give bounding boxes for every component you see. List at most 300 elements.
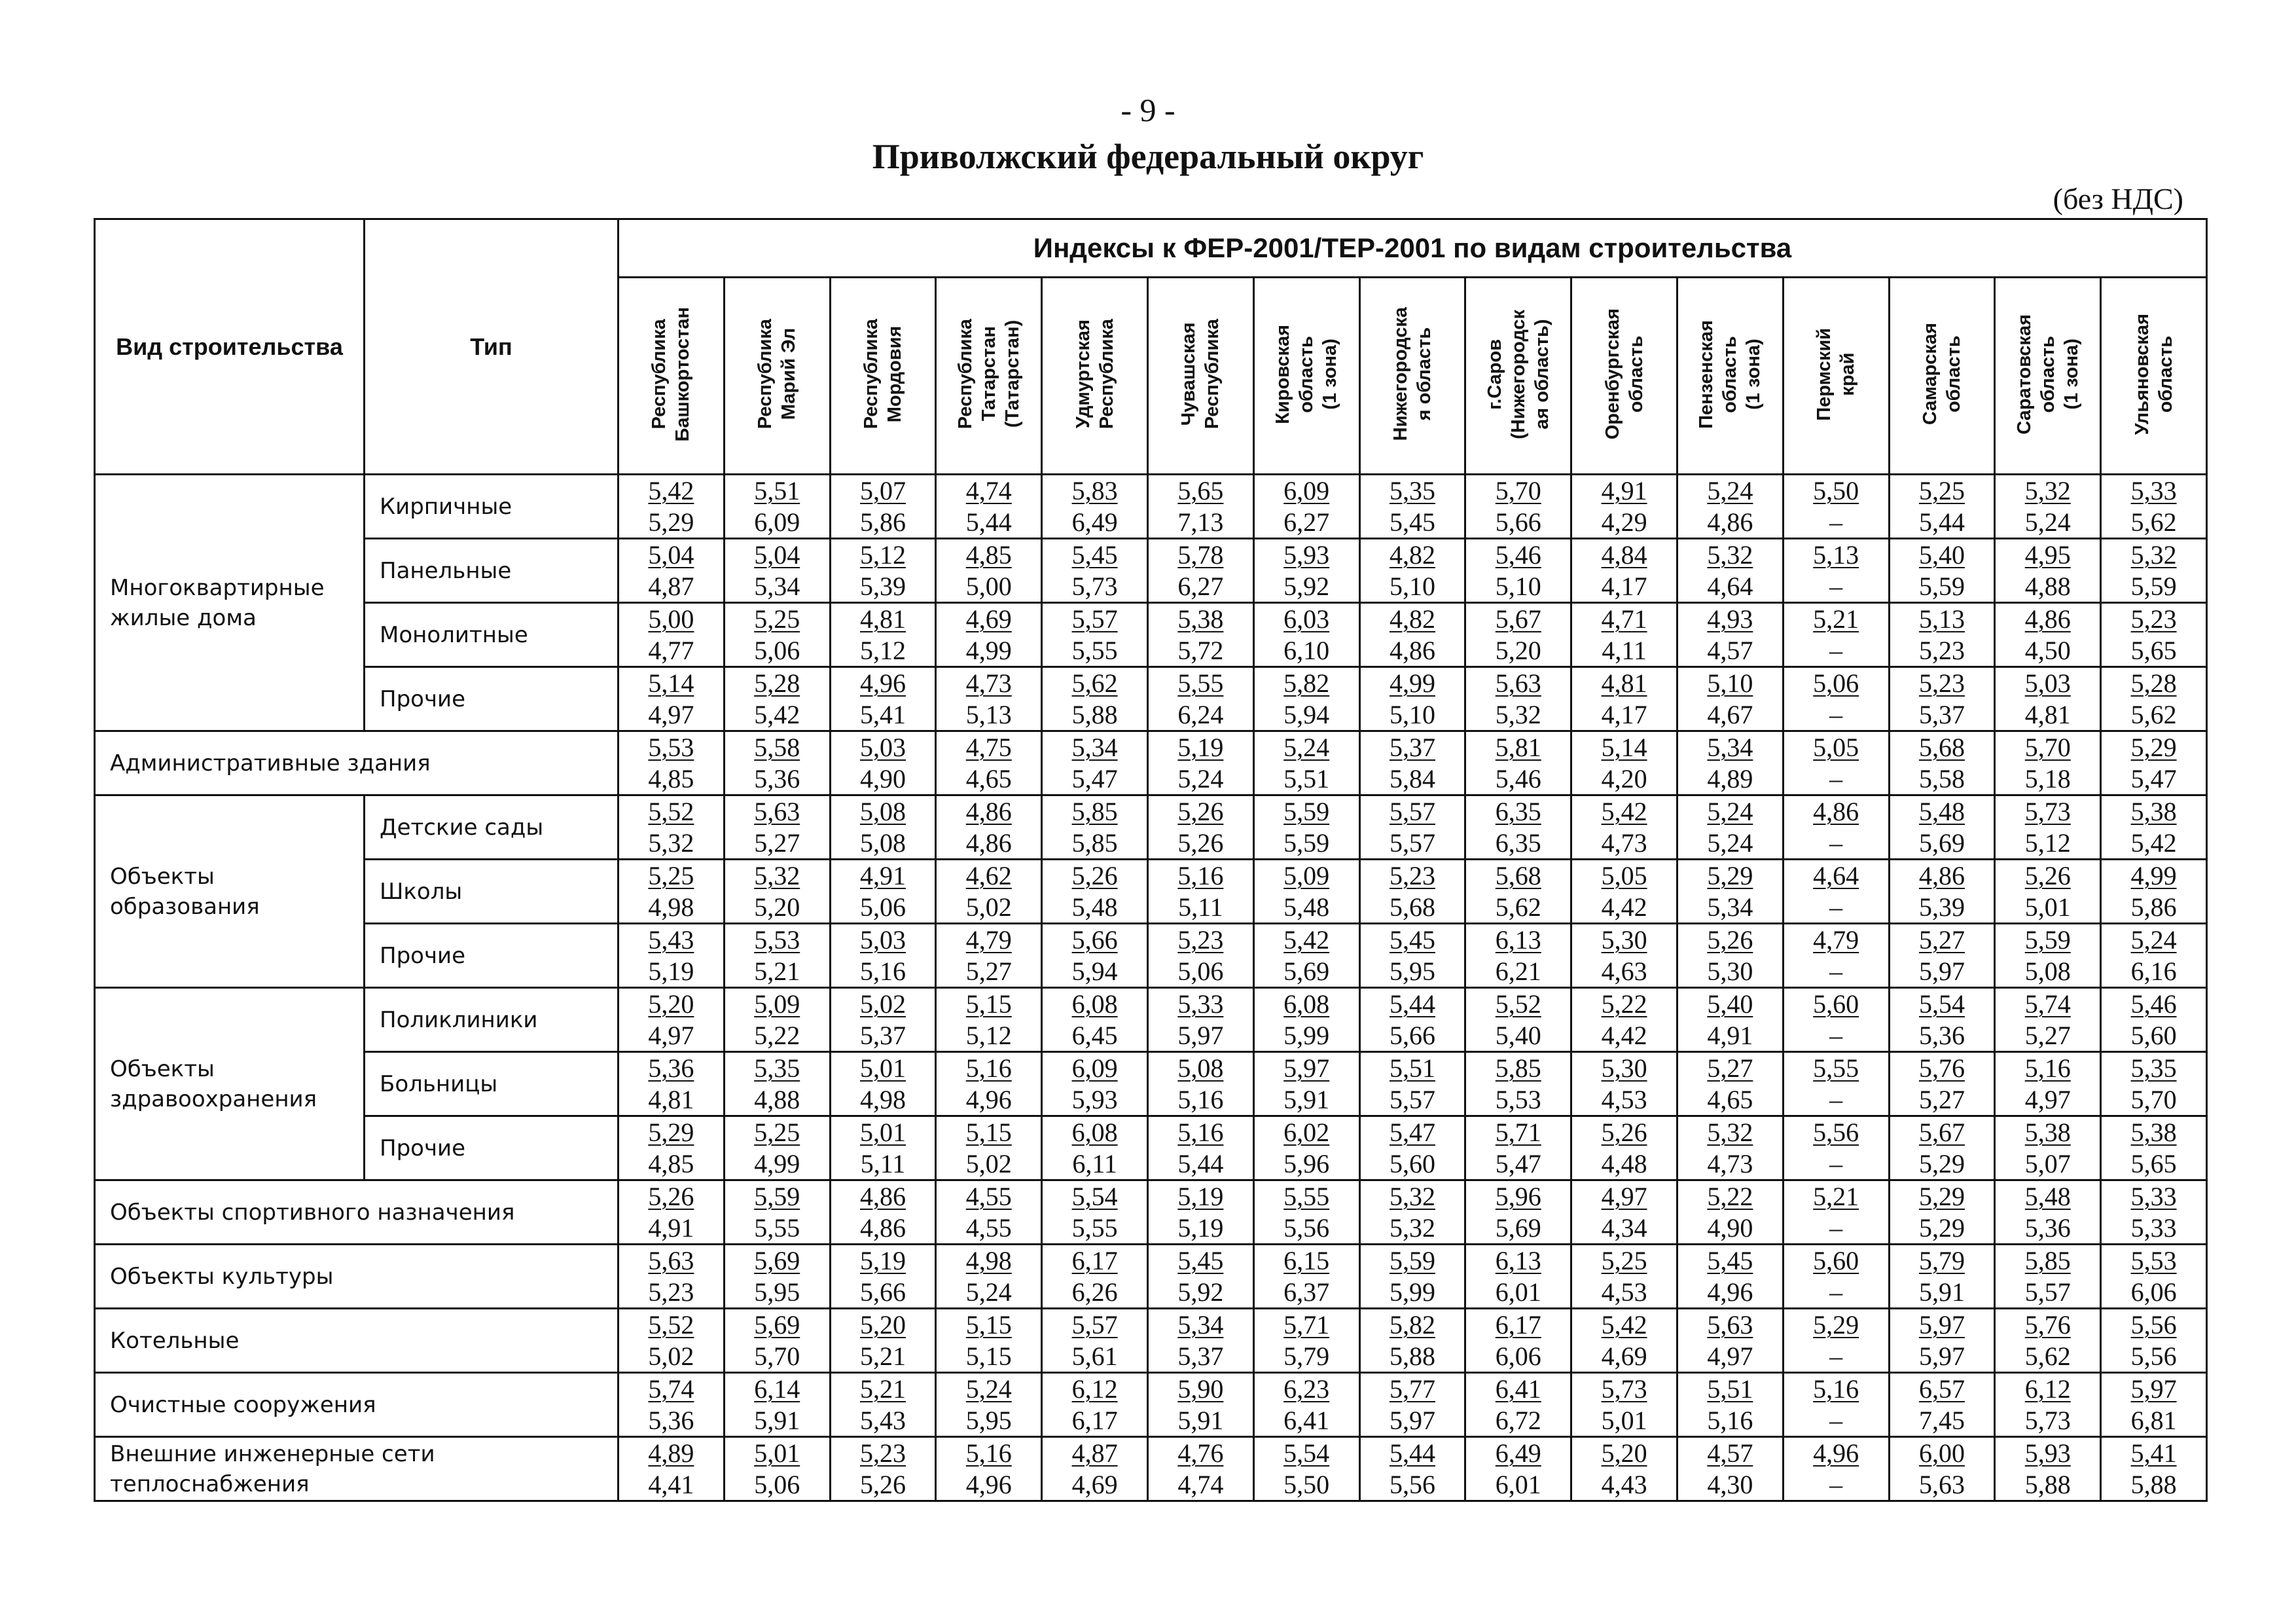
index-ter: 5,12 <box>965 1020 1012 1050</box>
index-fer: 5,76 <box>2024 1309 2071 1340</box>
index-value-cell <box>2101 603 2207 667</box>
index-fer: 5,44 <box>1389 989 1435 1019</box>
index-fer: 5,13 <box>1918 604 1965 634</box>
index-ter: 4,73 <box>1707 1148 1753 1178</box>
index-value-cell <box>1571 1180 1677 1245</box>
index-fer: 5,25 <box>1918 475 1965 505</box>
index-value-cell <box>1253 603 1359 667</box>
index-fer: 5,82 <box>1389 1309 1435 1340</box>
index-ter: 4,53 <box>1601 1277 1647 1307</box>
index-fer: 5,01 <box>859 1117 906 1147</box>
index-ter: 5,51 <box>1283 763 1330 793</box>
index-fer: 5,32 <box>2130 539 2177 570</box>
index-value-cell <box>936 1116 1042 1180</box>
index-ter: 5,69 <box>1495 1213 1541 1243</box>
region-name: Удмуртская Республика <box>1072 319 1117 429</box>
index-value-cell <box>724 1245 830 1309</box>
index-value-cell <box>1359 1309 1465 1373</box>
index-fer: 5,42 <box>648 475 694 505</box>
index-value-cell <box>724 1116 830 1180</box>
index-ter: 5,34 <box>1707 892 1753 922</box>
table-row <box>95 1309 2207 1373</box>
index-ter: 4,11 <box>1602 635 1647 665</box>
region-header <box>1147 278 1253 475</box>
index-fer: 4,86 <box>859 1181 906 1211</box>
index-ter: 5,59 <box>1283 828 1330 858</box>
index-fer: 5,70 <box>2024 732 2071 762</box>
index-ter: 5,65 <box>2130 635 2177 665</box>
index-ter: 5,50 <box>1283 1469 1330 1499</box>
index-ter: 6,17 <box>1071 1405 1118 1435</box>
index-value-cell <box>1783 1373 1889 1437</box>
index-value-cell <box>1783 860 1889 924</box>
index-value-cell <box>1253 1373 1359 1437</box>
index-value-cell <box>724 603 830 667</box>
index-ter: – <box>1829 1148 1843 1178</box>
index-fer: 5,90 <box>1177 1374 1224 1404</box>
index-value-cell <box>724 795 830 860</box>
index-value-cell <box>724 539 830 603</box>
index-ter: 5,30 <box>1707 956 1753 986</box>
index-value-cell <box>1677 731 1783 795</box>
index-ter: 5,56 <box>2130 1341 2177 1371</box>
index-ter: 4,97 <box>648 1020 694 1050</box>
index-ter: 5,41 <box>859 699 906 729</box>
index-value-cell <box>1783 1052 1889 1116</box>
index-fer: 5,23 <box>2130 604 2177 634</box>
index-ter: 5,46 <box>1495 763 1541 793</box>
index-value-cell <box>1571 731 1677 795</box>
region-name: Чувашская Республика <box>1178 319 1223 429</box>
index-ter: 5,44 <box>965 507 1012 537</box>
type-cell: Детские сады <box>365 795 619 860</box>
index-value-cell <box>1359 475 1465 539</box>
index-ter: 5,62 <box>2130 507 2177 537</box>
index-fer: 5,47 <box>1389 1117 1435 1147</box>
index-value-cell <box>724 1373 830 1437</box>
region-header <box>830 278 936 475</box>
index-fer: 5,78 <box>1177 539 1224 570</box>
index-fer: 5,32 <box>1389 1181 1435 1211</box>
index-ter: 4,86 <box>965 828 1012 858</box>
index-value-cell <box>830 1245 936 1309</box>
region-header <box>1677 278 1783 475</box>
index-fer: 4,79 <box>1813 924 1859 955</box>
index-ter: 4,30 <box>1707 1469 1753 1499</box>
index-fer: 5,13 <box>1813 539 1859 570</box>
index-fer: 5,19 <box>1177 732 1224 762</box>
index-value-cell <box>1465 1245 1571 1309</box>
index-fer: 5,60 <box>1813 1245 1859 1275</box>
index-value-cell <box>1995 667 2101 731</box>
index-ter: 4,73 <box>1601 828 1647 858</box>
index-value-cell <box>1889 924 1995 988</box>
index-fer: 5,68 <box>1918 732 1965 762</box>
index-fer: 5,85 <box>1495 1053 1541 1083</box>
index-value-cell <box>1465 475 1571 539</box>
index-fer: 5,24 <box>1283 732 1330 762</box>
index-ter: 5,44 <box>1177 1148 1224 1178</box>
index-ter: – <box>1829 699 1843 729</box>
index-ter: 4,89 <box>1707 763 1753 793</box>
index-fer: 5,26 <box>648 1181 694 1211</box>
index-value-cell <box>1465 924 1571 988</box>
index-ter: 5,93 <box>1071 1084 1118 1114</box>
index-fer: 6,41 <box>1495 1374 1541 1404</box>
index-value-cell <box>619 539 725 603</box>
index-fer: 6,03 <box>1283 604 1330 634</box>
index-fer: 4,96 <box>1813 1438 1859 1468</box>
index-ter: 5,08 <box>859 828 906 858</box>
index-value-cell <box>1253 1052 1359 1116</box>
index-value-cell <box>1995 1245 2101 1309</box>
index-value-cell <box>1359 603 1465 667</box>
vat-note: (без НДС) <box>2053 182 2183 215</box>
index-ter: 4,98 <box>859 1084 906 1114</box>
index-ter: 5,91 <box>1283 1084 1330 1114</box>
index-ter: 4,90 <box>859 763 906 793</box>
index-fer: 4,86 <box>965 796 1012 826</box>
index-value-cell <box>1465 988 1571 1052</box>
table-row <box>95 603 2207 667</box>
index-fer: 4,82 <box>1389 604 1435 634</box>
index-value-cell <box>1042 475 1148 539</box>
index-ter: 4,53 <box>1601 1084 1647 1114</box>
index-ter: 5,06 <box>754 1469 800 1499</box>
index-fer: 4,64 <box>1813 860 1859 890</box>
index-ter: 5,20 <box>754 892 800 922</box>
index-value-cell <box>2101 1437 2207 1501</box>
index-value-cell <box>1253 731 1359 795</box>
index-ter: 4,67 <box>1707 699 1753 729</box>
index-ter: 5,84 <box>1389 763 1435 793</box>
index-ter: 5,59 <box>2130 571 2177 601</box>
index-value-cell <box>1042 667 1148 731</box>
index-value-cell <box>1042 795 1148 860</box>
index-ter: 4,69 <box>1601 1341 1647 1371</box>
index-fer: 5,08 <box>859 796 906 826</box>
index-fer: 5,24 <box>1707 475 1753 505</box>
index-value-cell <box>1253 1309 1359 1373</box>
index-ter: 5,95 <box>754 1277 800 1307</box>
index-fer: 5,15 <box>965 1309 1012 1340</box>
index-fer: 5,67 <box>1495 604 1541 634</box>
index-fer: 4,81 <box>859 604 906 634</box>
construction-kind-cell: Объекты здравоохранения <box>95 988 365 1180</box>
index-value-cell <box>1783 988 1889 1052</box>
index-value-cell <box>1359 1180 1465 1245</box>
index-value-cell <box>830 475 936 539</box>
index-value-cell <box>1783 1309 1889 1373</box>
index-ter: 4,41 <box>648 1469 694 1499</box>
index-value-cell <box>1571 1373 1677 1437</box>
index-fer: 5,21 <box>1813 1181 1859 1211</box>
type-cell: Монолитные <box>365 603 619 667</box>
index-ter: 6,06 <box>1495 1341 1541 1371</box>
index-value-cell <box>830 539 936 603</box>
index-value-cell <box>1571 667 1677 731</box>
index-ter: 5,60 <box>2130 1020 2177 1050</box>
index-fer: 5,16 <box>965 1053 1012 1083</box>
index-value-cell <box>724 860 830 924</box>
index-value-cell <box>936 988 1042 1052</box>
index-value-cell <box>1253 860 1359 924</box>
index-ter: – <box>1829 828 1843 858</box>
index-ter: 5,27 <box>754 828 800 858</box>
index-fer: 5,40 <box>1707 989 1753 1019</box>
index-ter: – <box>1829 1405 1843 1435</box>
index-ter: 5,55 <box>1071 1213 1118 1243</box>
index-value-cell <box>936 1309 1042 1373</box>
index-fer: 5,76 <box>1918 1053 1965 1083</box>
index-value-cell <box>1571 988 1677 1052</box>
index-value-cell <box>2101 667 2207 731</box>
index-fer: 5,08 <box>1177 1053 1224 1083</box>
index-value-cell <box>1571 795 1677 860</box>
index-ter: 4,98 <box>648 892 694 922</box>
index-value-cell <box>1359 1245 1465 1309</box>
index-fer: 5,34 <box>1177 1309 1224 1340</box>
construction-kind-cell: Многоквартирные жилые дома <box>95 475 365 731</box>
index-fer: 4,81 <box>1601 668 1647 698</box>
index-value-cell <box>1783 795 1889 860</box>
index-fer: 5,04 <box>754 539 800 570</box>
index-ter: 5,32 <box>1495 699 1541 729</box>
index-fer: 5,16 <box>1177 860 1224 890</box>
index-fer: 5,20 <box>1601 1438 1647 1468</box>
index-fer: 5,41 <box>2130 1438 2177 1468</box>
index-fer: 5,16 <box>965 1438 1012 1468</box>
index-ter: 6,01 <box>1495 1469 1541 1499</box>
index-fer: 6,12 <box>1071 1374 1118 1404</box>
table-row <box>95 1373 2207 1437</box>
index-fer: 5,29 <box>648 1117 694 1147</box>
index-value-cell <box>1042 988 1148 1052</box>
index-value-cell <box>1042 1373 1148 1437</box>
index-ter: – <box>1829 1084 1843 1114</box>
index-fer: 6,15 <box>1283 1245 1330 1275</box>
index-fer: 5,22 <box>1601 989 1647 1019</box>
index-value-cell <box>1889 667 1995 731</box>
index-fer: 5,27 <box>1707 1053 1753 1083</box>
index-value-cell <box>619 1180 725 1245</box>
index-fer: 5,23 <box>1177 924 1224 955</box>
index-ter: 6,21 <box>1495 956 1541 986</box>
index-value-cell <box>1359 667 1465 731</box>
index-fer: 5,00 <box>648 604 694 634</box>
index-value-cell <box>619 667 725 731</box>
index-ter: 5,43 <box>859 1405 906 1435</box>
index-value-cell <box>1359 988 1465 1052</box>
index-ter: – <box>1829 635 1843 665</box>
index-ter: 5,47 <box>2130 763 2177 793</box>
index-fer: 4,96 <box>859 668 906 698</box>
index-value-cell <box>1147 603 1253 667</box>
type-cell: Прочие <box>365 667 619 731</box>
index-value-cell <box>724 1052 830 1116</box>
table-row <box>95 924 2207 988</box>
index-value-cell <box>830 1437 936 1501</box>
index-fer: 5,93 <box>1283 539 1330 570</box>
index-ter: 5,22 <box>754 1020 800 1050</box>
index-fer: 5,03 <box>859 732 906 762</box>
index-fer: 5,58 <box>754 732 800 762</box>
index-ter: 5,21 <box>754 956 800 986</box>
index-fer: 5,52 <box>648 1309 694 1340</box>
index-ter: 4,63 <box>1601 956 1647 986</box>
index-ter: 5,12 <box>859 635 906 665</box>
index-fer: 5,27 <box>1918 924 1965 955</box>
index-value-cell <box>1677 475 1783 539</box>
index-fer: 5,54 <box>1071 1181 1118 1211</box>
index-ter: 5,27 <box>1918 1084 1965 1114</box>
index-value-cell <box>1677 1437 1783 1501</box>
index-ter: 5,11 <box>860 1148 906 1178</box>
index-ter: 4,97 <box>2024 1084 2071 1114</box>
index-value-cell <box>1889 1245 1995 1309</box>
index-ter: 5,59 <box>1918 571 1965 601</box>
index-fer: 4,79 <box>965 924 1012 955</box>
index-fer: 5,09 <box>1283 860 1330 890</box>
index-ter: 5,08 <box>2024 956 2071 986</box>
index-value-cell <box>1571 1437 1677 1501</box>
index-fer: 5,05 <box>1813 732 1859 762</box>
index-fer: 4,99 <box>1389 668 1435 698</box>
index-value-cell <box>724 731 830 795</box>
region-name: Самарская область <box>1919 323 1964 426</box>
index-value-cell <box>619 603 725 667</box>
index-ter: 4,64 <box>1707 571 1753 601</box>
index-value-cell <box>619 731 725 795</box>
index-ter: 4,17 <box>1601 571 1647 601</box>
index-fer: 5,33 <box>2130 1181 2177 1211</box>
index-fer: 5,54 <box>1918 989 1965 1019</box>
region-name: г.Саров (Нижегородск ая область) <box>1484 309 1552 439</box>
index-value-cell <box>1677 1309 1783 1373</box>
index-fer: 5,34 <box>1071 732 1118 762</box>
index-ter: 5,33 <box>2130 1213 2177 1243</box>
page-title: Приволжский федеральный округ <box>872 137 1424 176</box>
index-ter: 6,35 <box>1495 828 1541 858</box>
index-ter: 5,66 <box>859 1277 906 1307</box>
index-value-cell <box>936 1373 1042 1437</box>
index-fer: 6,08 <box>1283 989 1330 1019</box>
index-fer: 5,26 <box>1177 796 1224 826</box>
header-construction-kind: Вид строительства <box>95 219 365 475</box>
type-cell: Прочие <box>365 924 619 988</box>
index-ter: 5,40 <box>1495 1020 1541 1050</box>
index-value-cell <box>1571 1116 1677 1180</box>
index-fer: 5,42 <box>1601 796 1647 826</box>
index-value-cell <box>1783 539 1889 603</box>
region-header <box>1359 278 1465 475</box>
index-ter: – <box>1829 1213 1843 1243</box>
index-ter: 5,47 <box>1495 1148 1541 1178</box>
index-ter: – <box>1829 956 1843 986</box>
index-fer: 5,35 <box>1389 475 1435 505</box>
index-value-cell <box>2101 731 2207 795</box>
index-ter: 5,92 <box>1177 1277 1224 1307</box>
index-fer: 5,35 <box>2130 1053 2177 1083</box>
index-ter: 6,41 <box>1283 1405 1330 1435</box>
index-ter: 5,13 <box>965 699 1012 729</box>
index-fer: 5,56 <box>2130 1309 2177 1340</box>
index-value-cell <box>619 1052 725 1116</box>
index-fer: 4,85 <box>965 539 1012 570</box>
index-ter: 5,62 <box>1495 892 1541 922</box>
index-value-cell <box>1677 988 1783 1052</box>
index-value-cell <box>1571 1309 1677 1373</box>
index-value-cell <box>1995 731 2101 795</box>
index-ter: 5,91 <box>754 1405 800 1435</box>
index-value-cell <box>1995 1116 2101 1180</box>
index-value-cell <box>1571 539 1677 603</box>
index-value-cell <box>1465 731 1571 795</box>
index-fer: 5,15 <box>965 1117 1012 1147</box>
index-value-cell <box>1783 667 1889 731</box>
index-ter: 5,73 <box>2024 1405 2071 1435</box>
index-ter: 4,65 <box>965 763 1012 793</box>
index-value-cell <box>1677 860 1783 924</box>
index-fer: 5,32 <box>754 860 800 890</box>
index-fer: 4,99 <box>2130 860 2177 890</box>
index-fer: 6,17 <box>1071 1245 1118 1275</box>
index-ter: 5,23 <box>648 1277 694 1307</box>
index-fer: 5,44 <box>1389 1438 1435 1468</box>
index-ter: 5,20 <box>1495 635 1541 665</box>
index-fer: 5,59 <box>754 1181 800 1211</box>
index-fer: 5,23 <box>1389 860 1435 890</box>
index-ter: 5,16 <box>1177 1084 1224 1114</box>
index-fer: 5,68 <box>1495 860 1541 890</box>
index-value-cell <box>1042 1180 1148 1245</box>
index-ter: 6,27 <box>1177 571 1224 601</box>
index-ter: 4,96 <box>965 1084 1012 1114</box>
index-ter: 5,19 <box>648 956 694 986</box>
type-cell: Больницы <box>365 1052 619 1116</box>
index-fer: 4,86 <box>1813 796 1859 826</box>
index-ter: 5,36 <box>754 763 800 793</box>
index-fer: 5,02 <box>859 989 906 1019</box>
index-ter: 5,55 <box>1071 635 1118 665</box>
index-value-cell <box>936 860 1042 924</box>
index-value-cell <box>1465 1373 1571 1437</box>
index-ter: 5,97 <box>1389 1405 1435 1435</box>
index-fer: 5,40 <box>1918 539 1965 570</box>
region-name: Республика Мордовия <box>860 319 905 429</box>
index-value-cell <box>830 1116 936 1180</box>
index-value-cell <box>1147 1116 1253 1180</box>
index-ter: 5,62 <box>2024 1341 2071 1371</box>
index-value-cell <box>1253 795 1359 860</box>
index-value-cell <box>1783 1437 1889 1501</box>
index-fer: 4,55 <box>965 1181 1012 1211</box>
index-value-cell <box>724 1309 830 1373</box>
index-value-cell <box>1042 1437 1148 1501</box>
index-value-cell <box>1677 667 1783 731</box>
index-ter: 6,72 <box>1495 1405 1541 1435</box>
index-value-cell <box>1147 795 1253 860</box>
index-ter: 5,88 <box>1389 1341 1435 1371</box>
index-value-cell <box>1147 1245 1253 1309</box>
index-value-cell <box>1253 1116 1359 1180</box>
index-value-cell <box>1253 988 1359 1052</box>
index-value-cell <box>1359 1116 1465 1180</box>
index-value-cell <box>1465 860 1571 924</box>
index-ter: 6,01 <box>1495 1277 1541 1307</box>
index-fer: 6,17 <box>1495 1309 1541 1340</box>
table-row <box>95 795 2207 860</box>
